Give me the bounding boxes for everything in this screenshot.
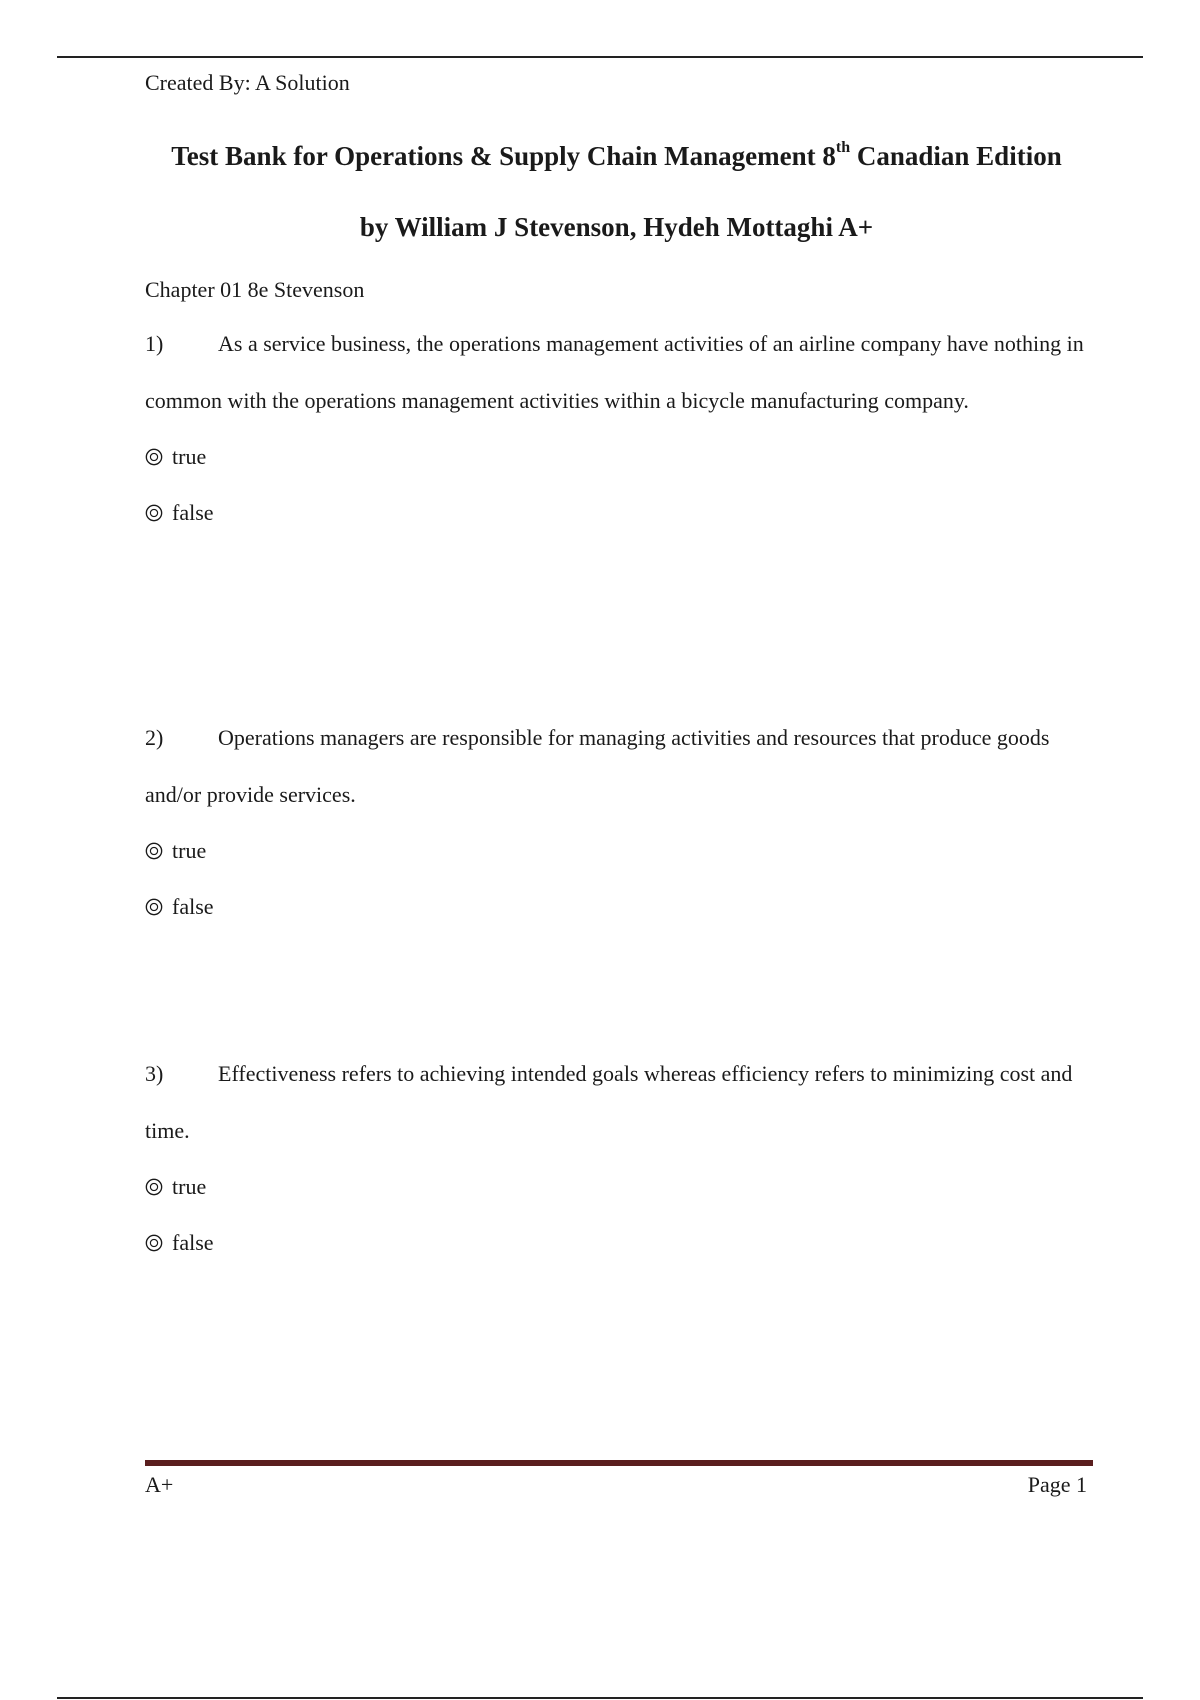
question-2-body: Operations managers are responsible for managing activities and resources that produce goods and/or provide services. bbox=[145, 725, 1050, 807]
question-1-number: 1) bbox=[145, 331, 164, 356]
question-1-option-false[interactable] bbox=[145, 485, 1095, 541]
question-1 bbox=[145, 316, 1095, 541]
question-2-number: 2) bbox=[145, 725, 164, 750]
question-2-option-true[interactable] bbox=[145, 823, 1095, 879]
question-3-body: Effectiveness refers to achieving intended goals whereas efficiency refers to minimizing cost and time. bbox=[145, 1061, 1073, 1143]
question-3-number: 3) bbox=[145, 1061, 164, 1086]
option-label: true bbox=[172, 838, 207, 863]
question-1-option-true[interactable] bbox=[145, 429, 1095, 485]
document-title bbox=[145, 140, 1088, 172]
radio-button-icon[interactable] bbox=[145, 842, 163, 860]
option-label: true bbox=[172, 444, 207, 469]
radio-button-icon[interactable] bbox=[145, 1234, 163, 1252]
question-2 bbox=[145, 710, 1095, 935]
question-1-body: As a service business, the operations management activities of an airline company have nothing in common with the operations management activities within a bicycle manufacturing company. bbox=[145, 331, 1084, 413]
footer-divider bbox=[145, 1460, 1093, 1466]
option-label: false bbox=[172, 1230, 214, 1255]
title-main-text: Test Bank for Operations & Supply Chain Management 8 bbox=[171, 141, 836, 171]
document-author-line: by William J Stevenson, Hydeh Mottaghi A+ bbox=[359, 212, 874, 242]
radio-button-icon[interactable] bbox=[145, 898, 163, 916]
question-3-text bbox=[145, 1046, 1095, 1159]
radio-button-icon[interactable] bbox=[145, 1178, 163, 1196]
title-superscript: th bbox=[835, 139, 851, 156]
option-label: false bbox=[172, 500, 214, 525]
question-1-text bbox=[145, 316, 1095, 429]
created-by-header: Created By: A Solution bbox=[145, 70, 350, 95]
question-3-option-true[interactable] bbox=[145, 1159, 1095, 1215]
top-border-line bbox=[57, 56, 1143, 58]
page-number: Page 1 bbox=[1027, 1472, 1087, 1497]
question-3 bbox=[145, 1046, 1095, 1271]
title-edition-text: Canadian Edition bbox=[850, 141, 1062, 171]
radio-button-icon[interactable] bbox=[145, 504, 163, 522]
question-2-text bbox=[145, 710, 1095, 823]
option-label: false bbox=[172, 894, 214, 919]
bottom-border-line bbox=[57, 1697, 1143, 1699]
radio-button-icon[interactable] bbox=[145, 448, 163, 466]
option-label: true bbox=[172, 1174, 207, 1199]
chapter-label: Chapter 01 8e Stevenson bbox=[145, 277, 365, 302]
footer-grade-label: A+ bbox=[145, 1472, 174, 1497]
question-3-option-false[interactable] bbox=[145, 1215, 1095, 1271]
question-2-option-false[interactable] bbox=[145, 879, 1095, 935]
